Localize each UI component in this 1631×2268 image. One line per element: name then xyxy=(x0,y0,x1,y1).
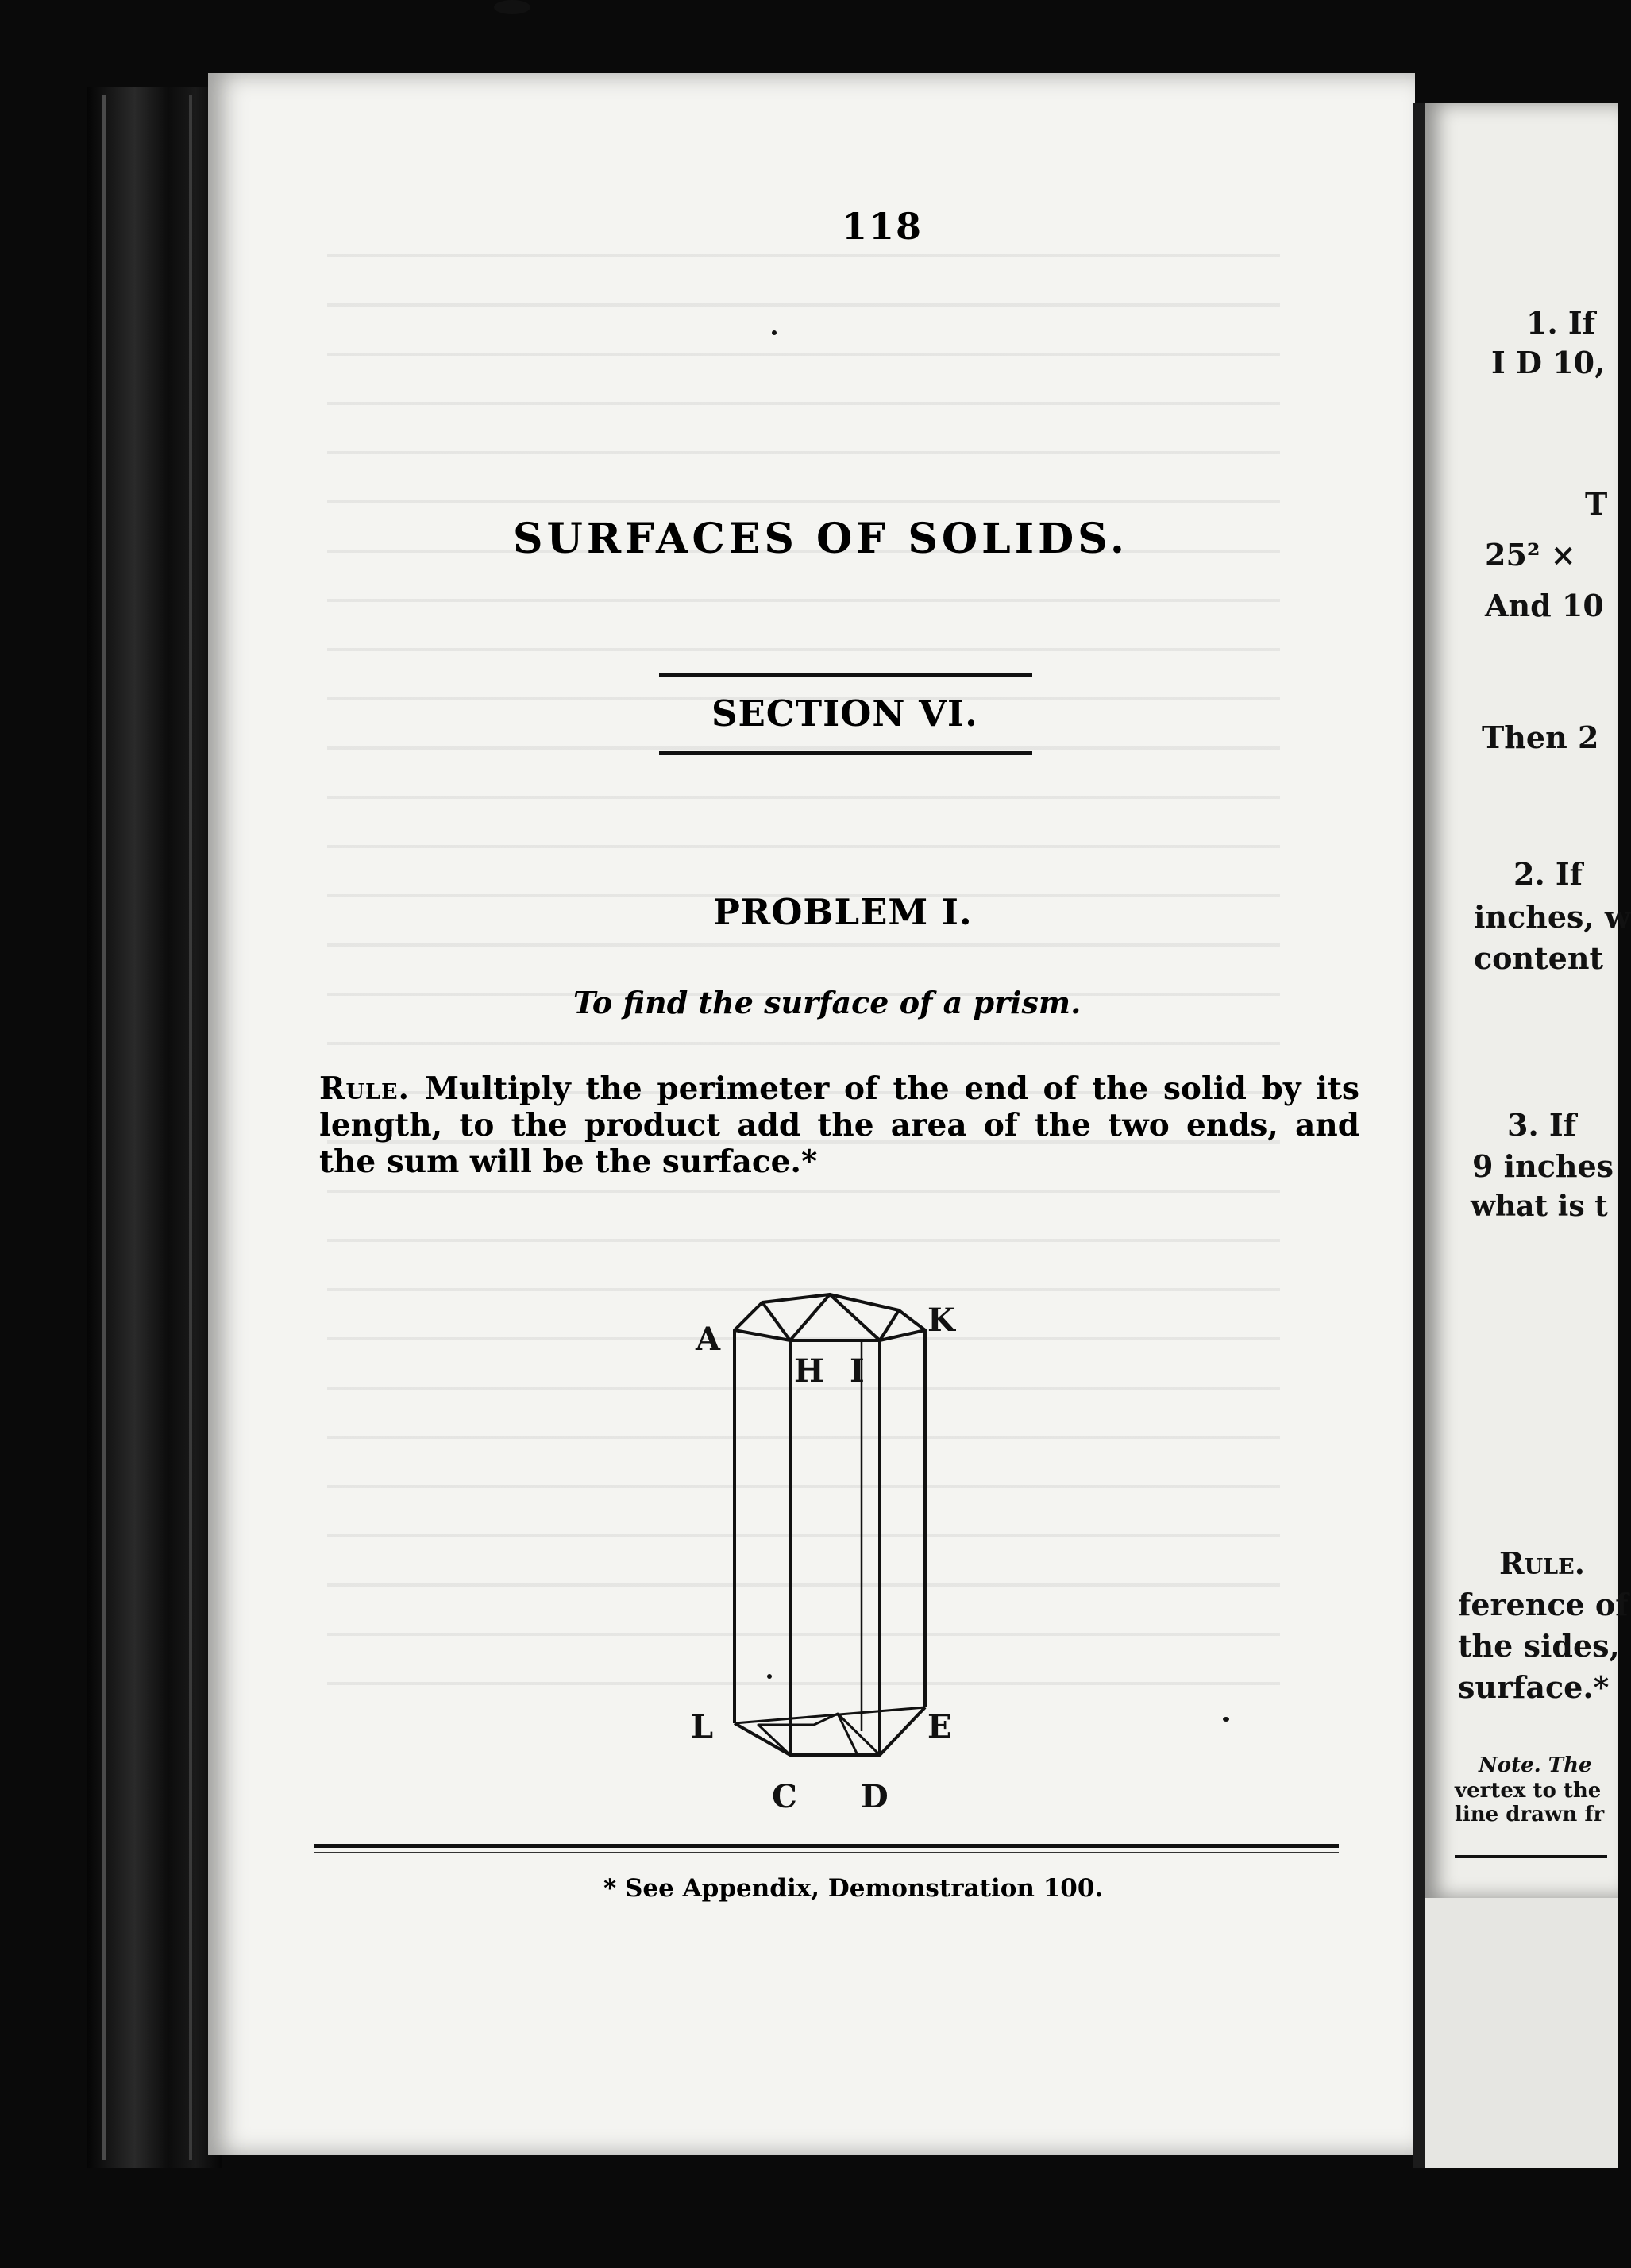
page-title: SURFACES OF SOLIDS. xyxy=(513,515,1128,563)
footnote: * See Appendix, Demonstration 100. xyxy=(603,1874,1104,1903)
label-e: E xyxy=(927,1708,952,1745)
facing-line: inches, w xyxy=(1474,899,1631,935)
facing-line: 25² × xyxy=(1485,537,1576,573)
label-c: C xyxy=(772,1778,797,1815)
problem-heading: PROBLEM I. xyxy=(713,891,973,933)
scan-speck xyxy=(494,0,530,14)
scan-speck xyxy=(1223,1717,1229,1722)
book-gutter xyxy=(87,87,222,2168)
facing-line: the sides, xyxy=(1458,1628,1620,1664)
prism-bottom-inner xyxy=(838,1714,880,1755)
facing-note-line: Note. The xyxy=(1479,1753,1592,1777)
rule-lead: Rule. xyxy=(319,1070,411,1107)
label-h: H xyxy=(794,1352,824,1390)
facing-line: Then 2 xyxy=(1482,719,1599,755)
facing-line: 1. If xyxy=(1526,305,1596,341)
facing-line: surface.* xyxy=(1458,1669,1610,1705)
label-l: L xyxy=(691,1708,714,1745)
facing-line: 3. If xyxy=(1507,1107,1577,1143)
prism-top-face xyxy=(735,1294,925,1340)
facing-line: what is t xyxy=(1471,1190,1608,1223)
facing-line: 2. If xyxy=(1513,856,1583,892)
section-rule-top xyxy=(659,673,1032,677)
facing-line: T xyxy=(1585,486,1608,522)
prism-bottom-back xyxy=(735,1707,925,1723)
facing-note-line: line drawn fr xyxy=(1455,1803,1605,1826)
facing-line: content xyxy=(1474,940,1604,976)
section-heading: SECTION VI. xyxy=(711,692,978,735)
section-rule-bottom xyxy=(659,751,1032,755)
problem-subtitle: To find the surface of a prism. xyxy=(573,985,1082,1020)
facing-line: Rule. xyxy=(1499,1545,1585,1581)
label-d: D xyxy=(861,1778,889,1815)
scan-speck xyxy=(767,1674,772,1679)
facing-note-line: vertex to the xyxy=(1455,1779,1602,1803)
rule-paragraph xyxy=(319,1070,1359,1180)
scan-speck xyxy=(772,330,777,335)
label-a: A xyxy=(696,1321,721,1358)
facing-line: I D 10, xyxy=(1491,345,1606,380)
binding-edge xyxy=(189,95,192,2160)
facing-line: 9 inches xyxy=(1472,1148,1614,1184)
facing-page-lower xyxy=(1413,1898,1618,2168)
facing-line: ference of xyxy=(1458,1587,1629,1622)
binding-edge xyxy=(102,95,106,2160)
facing-rule xyxy=(1455,1855,1607,1858)
footnote-rule xyxy=(314,1844,1339,1848)
page-number: 118 xyxy=(842,205,923,248)
rule-body: Multiply the perimeter of the end of the solid by its length, to the product add the area of the two ends, and the sum will be the surface.* xyxy=(319,1070,1359,1180)
label-k: K xyxy=(927,1302,955,1339)
facing-line: And 10 xyxy=(1485,588,1604,623)
footnote-rule-thin xyxy=(314,1852,1339,1853)
prism-figure xyxy=(683,1263,985,1815)
label-i: I xyxy=(850,1352,865,1390)
